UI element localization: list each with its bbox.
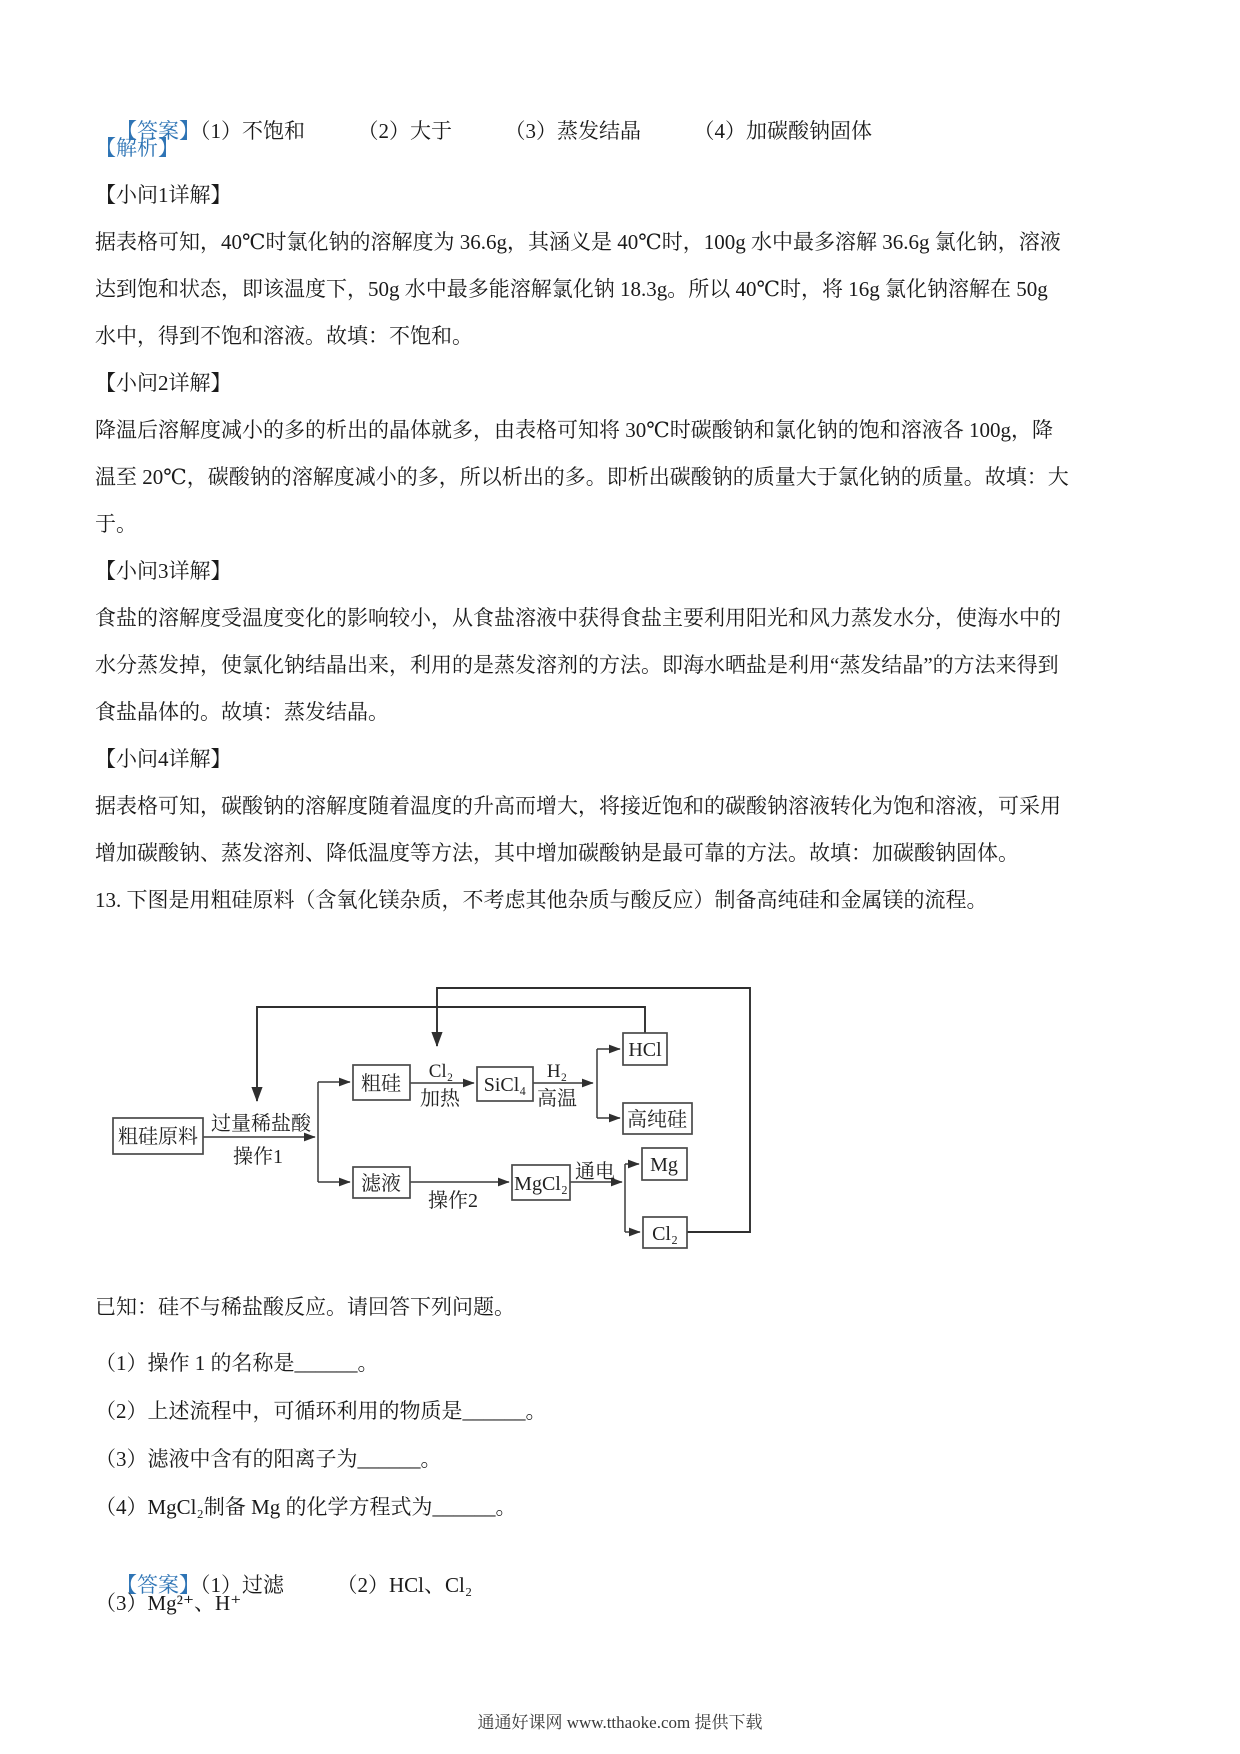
answer-text: （1）不饱和 （2）大于 （3）蒸发结晶 （4）加碳酸钠固体 [200,119,872,143]
paragraph-line: 水中，得到不饱和溶液。故填：不饱和。 [95,324,473,348]
node-pure-si: 高纯硅 [627,1109,687,1131]
analysis-label: 【解析】 [95,136,179,160]
section-header-2: 【小问2详解】 [95,371,232,395]
label-cl2-reagent: Cl₂ [428,1061,454,1082]
paragraph-line: 于。 [95,512,137,536]
question-13-stem: 13. 下图是用粗硅原料（含氧化镁杂质，不考虑其他杂质与酸反应）制备高纯硅和金属镁的流程。 [95,888,988,912]
node-filtrate: 滤液 [361,1173,401,1195]
label-excess-acid: 过量稀盐酸 [211,1113,311,1135]
label-heat: 加热 [420,1088,460,1110]
paragraph-line: 食盐的溶解度受温度变化的影响较小，从食盐溶液中获得食盐主要利用阳光和风力蒸发水分，使海水中的 [95,606,1061,630]
sub-question-1: （1）操作 1 的名称是______。 [95,1351,379,1375]
node-mgcl2: MgCl₂ [514,1173,568,1195]
node-crude-si: 粗硅 [361,1073,401,1095]
label-operation-1: 操作1 [233,1146,283,1168]
paragraph-line: 食盐晶体的。故填：蒸发结晶。 [95,700,389,724]
section-header-4: 【小问4详解】 [95,747,232,771]
label-operation-2: 操作2 [428,1190,478,1212]
node-raw-material: 粗硅原料 [118,1126,198,1148]
paragraph-line: 水分蒸发掉，使氯化钠结晶出来，利用的是蒸发溶剂的方法。即海水晒盐是利用“蒸发结晶”的方法来得到 [95,653,1059,677]
section-header-1: 【小问1详解】 [95,183,232,207]
label-h2-reagent: H₂ [546,1061,568,1082]
node-mg: Mg [650,1154,678,1176]
node-hcl: HCl [628,1039,662,1061]
sub-question-2: （2）上述流程中，可循环利用的物质是______。 [95,1399,547,1423]
paragraph-line: 温至 20℃，碳酸钠的溶解度减小的多，所以析出的多。即析出碳酸钠的质量大于氯化钠的质量。故填：大 [95,465,1069,489]
node-sicl4: SiCl₄ [483,1074,527,1096]
answer-line-3: （3）Mg²⁺、H⁺ [95,1591,242,1615]
node-cl2: Cl₂ [652,1223,678,1245]
known-condition-line: 已知：硅不与稀盐酸反应。请回答下列问题。 [95,1295,515,1319]
label-high-temp: 高温 [537,1088,577,1110]
hcl-recycle-line [257,1007,645,1101]
paragraph-line: 增加碳酸钠、蒸发溶剂、降低温度等方法，其中增加碳酸钠是最可靠的方法。故填：加碳酸钠固体。 [95,841,1019,865]
label-electrify: 通电 [575,1161,615,1183]
answer-label: 【答案】 [116,1573,200,1597]
page-footer: 通通好课网 www.tthaoke.com 提供下载 [477,1713,763,1732]
process-flowchart [100,980,760,1260]
paragraph-line: 据表格可知，40℃时氯化钠的溶解度为 36.6g，其涵义是 40℃时，100g 水中最多溶解 36.6g 氯化钠，溶液 [95,230,1061,254]
paragraph-line: 降温后溶解度减小的多的析出的晶体就多，由表格可知将 30℃时碳酸钠和氯化钠的饱和溶液各 100g，降 [95,418,1053,442]
sub-question-4: （4）MgCl₂制备 Mg 的化学方程式为______。 [95,1495,517,1519]
answer-text: （1）过滤 （2）HCl、Cl₂ [200,1573,473,1597]
cl2-recycle-line [437,988,750,1232]
section-header-3: 【小问3详解】 [95,559,232,583]
paragraph-line: 据表格可知，碳酸钠的溶解度随着温度的升高而增大，将接近饱和的碳酸钠溶液转化为饱和溶液，可采用 [95,794,1061,818]
sub-question-3: （3）滤液中含有的阳离子为______。 [95,1447,442,1471]
answer-label: 【答案】 [116,119,200,143]
paragraph-line: 达到饱和状态，即该温度下，50g 水中最多能溶解氯化钠 18.3g。所以 40℃时，将 16g 氯化钠溶解在 50g [95,277,1048,301]
